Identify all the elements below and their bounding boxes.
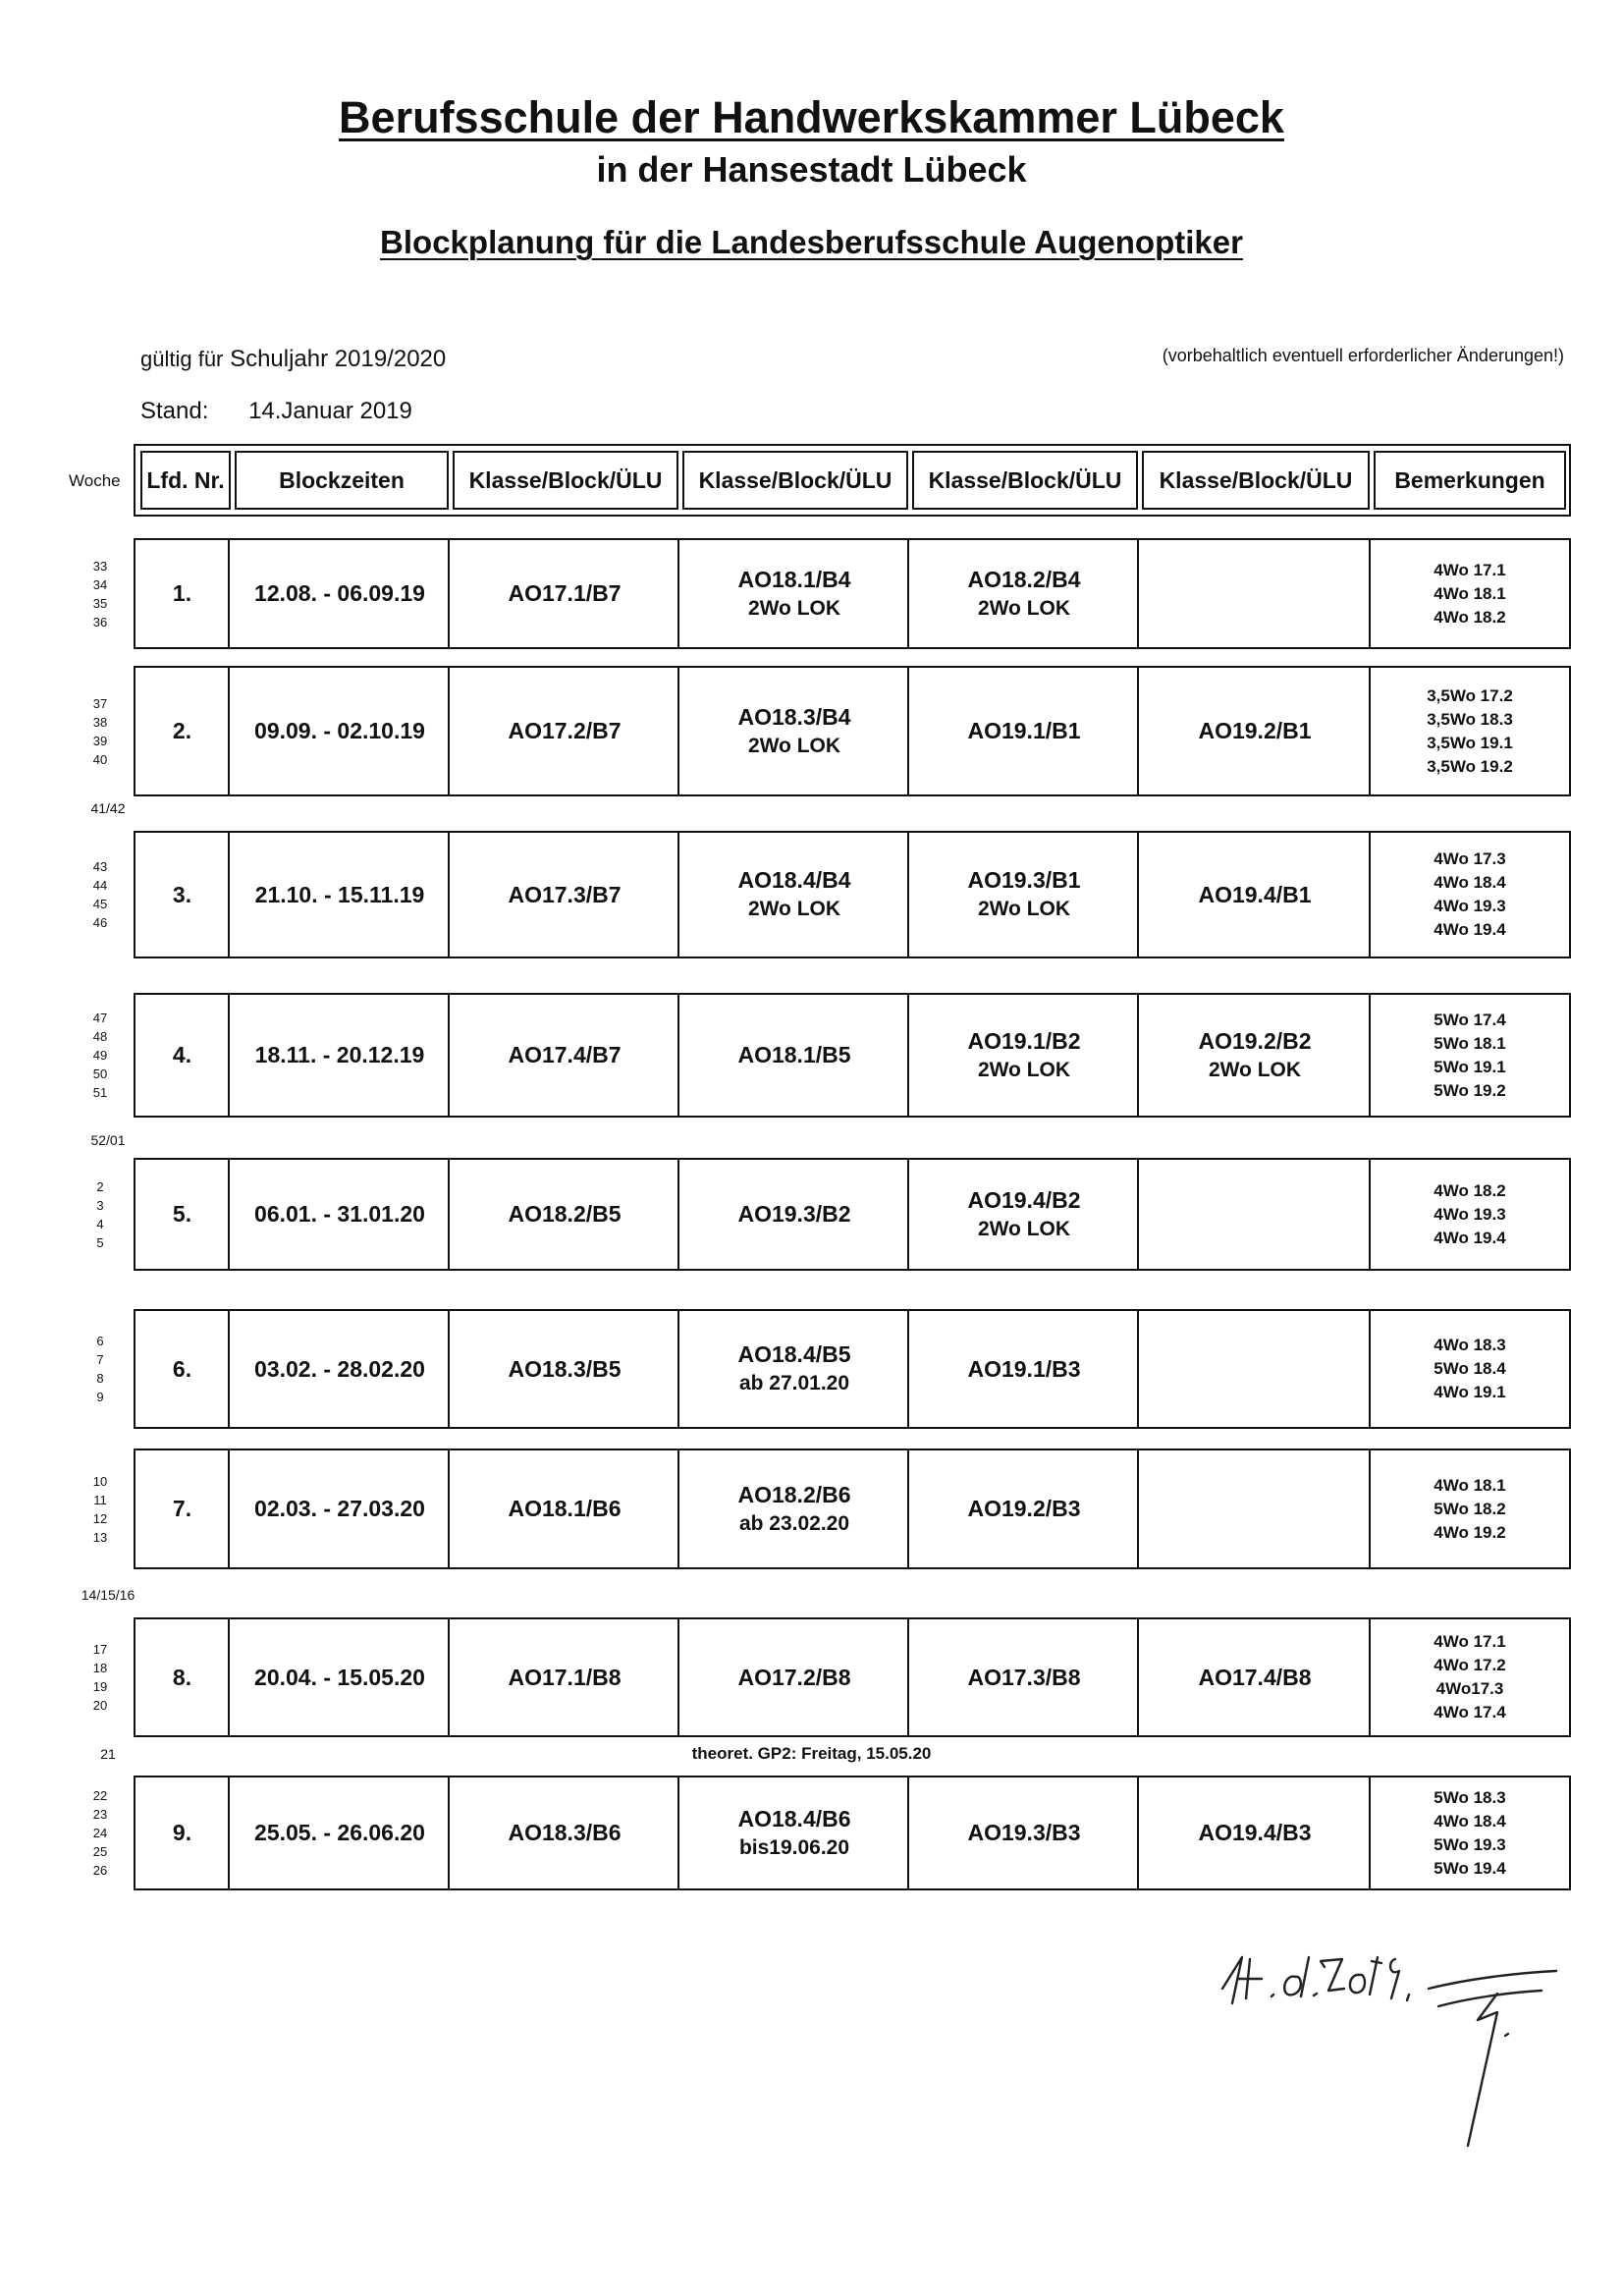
- class-block-line: 2Wo LOK: [1208, 1058, 1302, 1081]
- validity-value: Schuljahr 2019/2020: [230, 346, 447, 372]
- cell-k3: [910, 1311, 1138, 1427]
- table-row: [134, 1617, 1571, 1737]
- class-block-line: AO19.4/B1: [1198, 881, 1312, 907]
- class-block-line: AO18.4/B5: [737, 1341, 851, 1367]
- week-number: 6: [96, 1334, 104, 1348]
- remark-line: 5Wo 18.1: [1434, 1033, 1506, 1053]
- cell-zeit: 18.11. - 20.12.19: [254, 1042, 425, 1067]
- remark-line: 4Wo 19.4: [1434, 920, 1506, 939]
- cell-k2: [680, 1619, 908, 1735]
- week-number: 51: [92, 1085, 108, 1100]
- remark-line: 4Wo 18.2: [1434, 607, 1506, 627]
- remark-line: 3,5Wo 17.2: [1427, 685, 1513, 705]
- cell-zeit: 09.09. - 02.10.19: [254, 718, 425, 743]
- cell-bem: [1372, 1619, 1568, 1735]
- class-block-line: AO19.1/B3: [967, 1355, 1081, 1382]
- cell-bem: [1372, 1777, 1568, 1888]
- remark-line: 4Wo 19.3: [1434, 1204, 1506, 1224]
- class-block-line: AO17.1/B7: [508, 580, 622, 606]
- woche-label: Woche: [69, 471, 121, 490]
- week-number: 11: [93, 1492, 107, 1507]
- table-row: [134, 1449, 1571, 1569]
- cell-k2: [680, 833, 908, 957]
- cell-k1: [451, 1777, 678, 1888]
- week-number: 48: [92, 1029, 108, 1044]
- remark-line: 3,5Wo 19.1: [1427, 733, 1513, 752]
- class-block-line: AO18.1/B5: [737, 1042, 851, 1067]
- class-block-line: 2Wo LOK: [977, 898, 1071, 920]
- cell-zeit: 25.05. - 26.06.20: [254, 1820, 425, 1845]
- class-block-line: AO17.1/B8: [508, 1664, 622, 1690]
- class-block-line: AO18.3/B5: [508, 1355, 622, 1382]
- cell-bem: [1372, 668, 1568, 794]
- cell-k1: [451, 1160, 678, 1269]
- cell-bem: [1372, 1311, 1568, 1427]
- cell-k4: [1140, 1450, 1370, 1567]
- cell-k3: [910, 1450, 1138, 1567]
- week-number: 19: [92, 1679, 108, 1694]
- week-number: 10: [92, 1473, 108, 1489]
- remark-line: 5Wo 19.4: [1434, 1858, 1506, 1878]
- table-row: [134, 831, 1571, 958]
- week-number: 46: [92, 915, 108, 930]
- class-block-line: ab 27.01.20: [738, 1372, 850, 1394]
- cell-k2: [680, 995, 908, 1116]
- cell-k2: [680, 1450, 908, 1567]
- class-block-line: AO19.3/B1: [967, 867, 1081, 893]
- table-row: [134, 1309, 1571, 1429]
- cell-zeit: 02.03. - 27.03.20: [254, 1496, 425, 1521]
- week-number: 33: [92, 558, 108, 574]
- class-block-line: AO19.2/B3: [967, 1496, 1081, 1521]
- cell-k1: [451, 668, 678, 794]
- cell-nr: 9.: [172, 1820, 192, 1845]
- remark-line: 5Wo 17.4: [1434, 1010, 1506, 1029]
- cell-nr: 7.: [172, 1496, 192, 1521]
- class-block-line: 2Wo LOK: [977, 596, 1071, 620]
- cell-k3: [910, 668, 1138, 794]
- remark-line: 3,5Wo 19.2: [1427, 756, 1513, 776]
- remark-line: 3,5Wo 18.3: [1427, 709, 1513, 729]
- week-number: 23: [92, 1807, 108, 1822]
- class-block-line: ab 23.02.20: [738, 1511, 850, 1535]
- week-number: 40: [92, 751, 108, 767]
- class-block-line: AO17.4/B7: [508, 1042, 622, 1067]
- week-number: 20: [92, 1698, 108, 1713]
- cell-k3: [910, 1160, 1138, 1269]
- class-block-line: AO19.3/B2: [737, 1201, 851, 1227]
- header-klasse-2: Klasse/Block/ÜLU: [682, 451, 908, 510]
- class-block-line: AO18.4/B6: [737, 1805, 851, 1831]
- week-number: 34: [92, 576, 108, 592]
- remark-line: 4Wo 17.1: [1434, 1632, 1506, 1651]
- remark-line: 5Wo 19.2: [1434, 1080, 1506, 1100]
- class-block-line: bis19.06.20: [738, 1835, 850, 1859]
- remark-line: 4Wo 19.4: [1434, 1228, 1506, 1247]
- cell-nr: 6.: [172, 1355, 192, 1382]
- table-row: [134, 1158, 1571, 1271]
- cell-nr: 4.: [172, 1042, 192, 1067]
- cell-k2: [680, 1160, 908, 1269]
- remark-line: 4Wo 18.4: [1434, 873, 1506, 892]
- class-block-line: AO18.3/B4: [737, 703, 851, 730]
- header-klasse-4: Klasse/Block/ÜLU: [1142, 451, 1370, 510]
- class-block-line: AO17.2/B7: [508, 718, 622, 743]
- class-block-line: 2Wo LOK: [977, 1058, 1071, 1081]
- week-number: 22: [92, 1788, 108, 1803]
- week-number: 38: [92, 714, 108, 730]
- week-numbers: [69, 666, 132, 796]
- week-number: 24: [92, 1826, 108, 1840]
- gap-week: 21: [100, 1746, 116, 1762]
- remark-line: 4Wo 17.2: [1434, 1656, 1506, 1674]
- week-number: 2: [96, 1178, 104, 1194]
- class-block-line: AO18.2/B4: [967, 566, 1081, 592]
- cell-bem: [1372, 833, 1568, 957]
- stand-value: 14.Januar 2019: [248, 398, 412, 424]
- cell-k1: [451, 1619, 678, 1735]
- remark-line: 5Wo 19.3: [1434, 1834, 1506, 1854]
- stand-line: [140, 398, 412, 425]
- week-number: 35: [92, 595, 108, 611]
- remark-line: 4Wo 18.1: [1434, 583, 1506, 603]
- week-number: 25: [92, 1844, 108, 1859]
- cell-k4: [1140, 833, 1370, 957]
- cell-zeit: 12.08. - 06.09.19: [254, 580, 425, 606]
- stand-label: Stand:: [140, 398, 209, 424]
- week-number: 8: [96, 1371, 104, 1386]
- cell-k3: [910, 995, 1138, 1116]
- week-number: 13: [92, 1529, 108, 1545]
- class-block-line: AO17.2/B8: [737, 1664, 851, 1690]
- class-block-line: AO18.1/B4: [737, 566, 851, 592]
- cell-nr: 3.: [172, 881, 192, 907]
- class-block-line: 2Wo LOK: [747, 734, 841, 757]
- cell-k4: [1140, 1619, 1370, 1735]
- cell-zeit: 21.10. - 15.11.19: [254, 881, 425, 907]
- week-number: 50: [92, 1066, 108, 1081]
- class-block-line: 2Wo LOK: [747, 898, 841, 920]
- week-numbers: [69, 1158, 132, 1271]
- gap-week: 14/15/16: [81, 1587, 135, 1603]
- cell-k2: [680, 540, 908, 647]
- remark-line: 4Wo 18.2: [1434, 1180, 1506, 1200]
- week-number: 43: [92, 859, 108, 874]
- cell-k3: [910, 1619, 1138, 1735]
- week-numbers: [69, 993, 132, 1118]
- week-numbers: [69, 538, 132, 649]
- class-block-line: 2Wo LOK: [747, 596, 841, 620]
- header-lfd-nr: Lfd. Nr.: [140, 451, 231, 510]
- week-number: 44: [92, 878, 108, 893]
- week-number: 47: [92, 1011, 108, 1025]
- cell-nr: 1.: [172, 580, 192, 606]
- week-number: 26: [92, 1863, 108, 1878]
- cell-k4: [1140, 1311, 1370, 1427]
- week-number: 12: [92, 1510, 108, 1526]
- table-row: [134, 666, 1571, 796]
- table-row: [134, 1776, 1571, 1890]
- week-numbers: [69, 1776, 132, 1890]
- gap-week: 41/42: [90, 800, 126, 816]
- cell-nr: 2.: [172, 718, 192, 743]
- week-number: 3: [96, 1197, 104, 1213]
- cell-k2: [680, 1311, 908, 1427]
- week-number: 7: [96, 1352, 104, 1367]
- remark-line: 5Wo 18.3: [1434, 1787, 1506, 1807]
- cell-zeit: 20.04. - 15.05.20: [254, 1664, 425, 1690]
- remark-line: 4Wo 17.1: [1434, 560, 1506, 579]
- cell-k3: [910, 540, 1138, 647]
- remark-line: 5Wo 18.4: [1434, 1359, 1506, 1378]
- header-bemerkungen: Bemerkungen: [1374, 451, 1566, 510]
- week-number: 49: [92, 1048, 108, 1063]
- cell-bem: [1372, 1160, 1568, 1269]
- class-block-line: AO18.2/B6: [737, 1481, 851, 1507]
- cell-k1: [451, 995, 678, 1116]
- cell-k2: [680, 668, 908, 794]
- class-block-line: AO17.3/B7: [508, 881, 622, 907]
- week-number: 45: [92, 897, 108, 911]
- remark-line: 4Wo 19.1: [1434, 1383, 1506, 1401]
- remark-line: 4Wo 18.1: [1434, 1475, 1506, 1495]
- class-block-line: AO19.4/B3: [1198, 1820, 1312, 1845]
- remark-line: 4Wo17.3: [1435, 1679, 1504, 1698]
- cell-k1: [451, 1450, 678, 1567]
- header-klasse-1: Klasse/Block/ÜLU: [453, 451, 678, 510]
- class-block-line: 2Wo LOK: [977, 1217, 1071, 1240]
- cell-zeit: 03.02. - 28.02.20: [254, 1355, 425, 1382]
- header-klasse-3: Klasse/Block/ÜLU: [912, 451, 1138, 510]
- cell-k1: [451, 833, 678, 957]
- class-block-line: AO17.3/B8: [967, 1664, 1081, 1690]
- week-number: 17: [92, 1642, 108, 1657]
- class-block-line: AO19.1/B2: [967, 1027, 1081, 1054]
- document-heading: Blockplanung für die Landesberufsschule Augenoptiker: [380, 224, 1243, 260]
- week-number: 37: [92, 695, 108, 711]
- cell-k4: [1140, 995, 1370, 1116]
- class-block-line: AO19.2/B2: [1198, 1027, 1312, 1054]
- document-title: Berufsschule der Handwerkskammer Lübeck: [339, 92, 1284, 142]
- week-numbers: [69, 1309, 132, 1429]
- class-block-line: AO18.4/B4: [737, 867, 851, 893]
- class-block-line: AO18.3/B6: [508, 1820, 622, 1845]
- class-block-line: AO17.4/B8: [1198, 1664, 1312, 1690]
- table-header: [134, 444, 1571, 517]
- week-numbers: [69, 831, 132, 958]
- document-subtitle: in der Hansestadt Lübeck: [596, 149, 1027, 190]
- class-block-line: AO18.2/B5: [508, 1201, 622, 1227]
- cell-k1: [451, 1311, 678, 1427]
- cell-k4: [1140, 1160, 1370, 1269]
- cell-bem: [1372, 995, 1568, 1116]
- validity-line: [140, 346, 446, 373]
- cell-zeit: 06.01. - 31.01.20: [254, 1201, 425, 1227]
- exam-note: theoret. GP2: Freitag, 15.05.20: [691, 1744, 932, 1763]
- remark-line: 4Wo 19.2: [1434, 1522, 1506, 1542]
- week-numbers: [69, 1449, 132, 1569]
- cell-bem: [1372, 540, 1568, 647]
- disclaimer-note: (vorbehaltlich eventuell erforderlicher Änderungen!): [1162, 346, 1564, 365]
- cell-k4: [1140, 1777, 1370, 1888]
- week-number: 39: [92, 733, 108, 748]
- cell-k4: [1140, 540, 1370, 647]
- table-row: [134, 993, 1571, 1118]
- class-block-line: AO19.3/B3: [967, 1820, 1081, 1845]
- remark-line: 4Wo 17.4: [1434, 1703, 1506, 1722]
- cell-nr: 5.: [172, 1201, 192, 1227]
- cell-k3: [910, 1777, 1138, 1888]
- class-block-line: AO19.2/B1: [1198, 718, 1312, 743]
- cell-k2: [680, 1777, 908, 1888]
- validity-label: gültig für: [140, 347, 224, 371]
- week-number: 5: [96, 1234, 104, 1250]
- class-block-line: AO18.1/B6: [508, 1496, 622, 1521]
- header-blockzeiten: Blockzeiten: [235, 451, 449, 510]
- remark-line: 4Wo 17.3: [1434, 849, 1506, 868]
- week-number: 9: [96, 1390, 104, 1404]
- cell-bem: [1372, 1450, 1568, 1567]
- remark-line: 5Wo 19.1: [1434, 1057, 1506, 1076]
- handwritten-signature: [1203, 1949, 1576, 2156]
- cell-k4: [1140, 668, 1370, 794]
- cell-k3: [910, 833, 1138, 957]
- cell-k1: [451, 540, 678, 647]
- remark-line: 4Wo 18.3: [1434, 1336, 1506, 1354]
- week-number: 18: [92, 1661, 108, 1675]
- cell-nr: 8.: [172, 1664, 192, 1690]
- gap-week: 52/01: [90, 1132, 126, 1148]
- remark-line: 5Wo 18.2: [1434, 1499, 1506, 1518]
- table-row: [134, 538, 1571, 649]
- remark-line: 4Wo 18.4: [1434, 1811, 1506, 1831]
- week-numbers: [69, 1617, 132, 1737]
- week-number: 36: [92, 614, 108, 629]
- week-number: 4: [96, 1216, 104, 1231]
- class-block-line: AO19.1/B1: [967, 718, 1081, 743]
- class-block-line: AO19.4/B2: [967, 1186, 1081, 1213]
- remark-line: 4Wo 19.3: [1434, 897, 1506, 915]
